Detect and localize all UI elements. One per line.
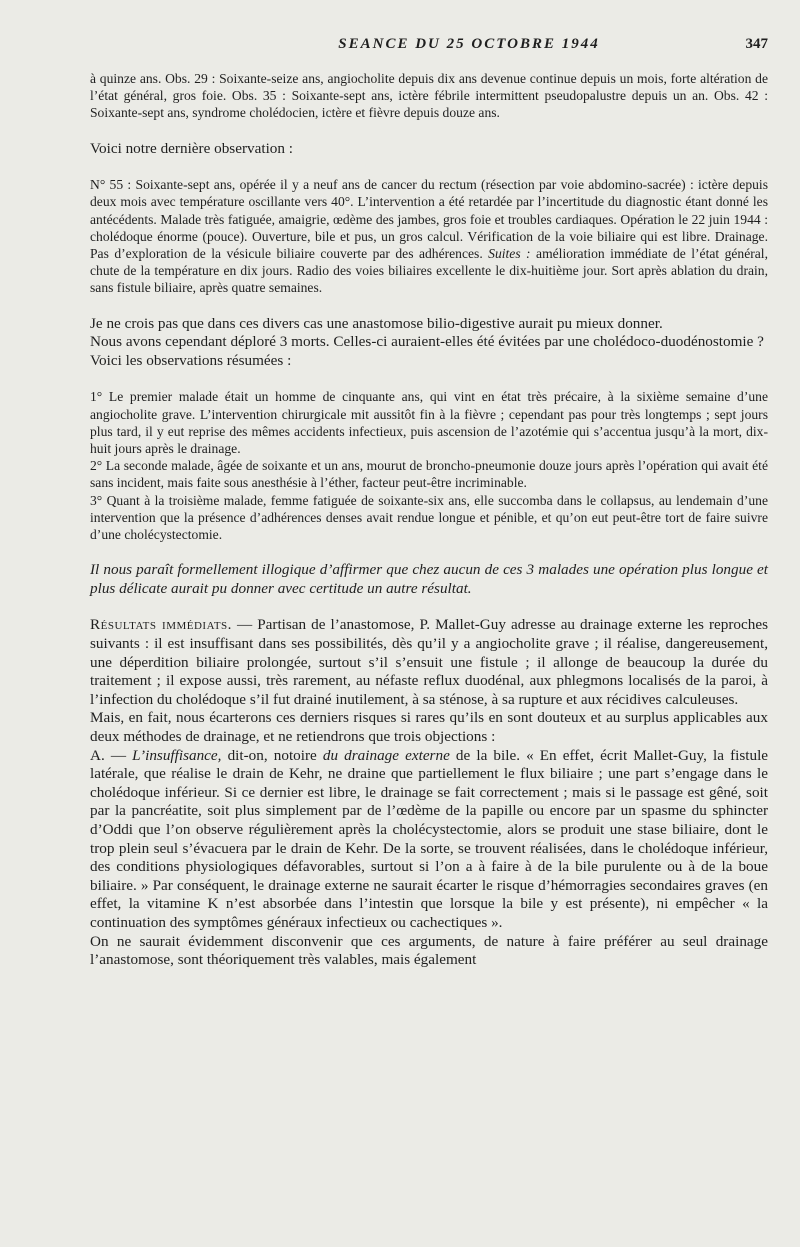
paragraph-conclusion-italic: Il nous paraît formellement illogique d’affirmer que chez aucun de ces 3 malades une opération plus longue et plus délicate aurait pu donner avec certitude un autre résultat. — [90, 561, 768, 597]
paragraph-objection-a — [90, 747, 768, 933]
page-header — [90, 36, 768, 60]
running-head: SEANCE DU 25 OCTOBRE 1944 — [338, 36, 600, 52]
objection-a-mid: dit-on, notoire — [227, 746, 317, 764]
objection-a-text: de la bile. « En effet, écrit Mallet-Guy, la fistule latérale, que réalise le drain de Kehr, ne draine que partiellement le flux biliaire ; une part s’engage dans le cholédoque inférieur. Si ce dernier est libre, le drainage se fait correctement ; mais si le passage est gêné, soit par la pancréatite, soit plus simplement par de l’œdème de la papille ou encore par un spasme du sphincter d’Oddi que l’on observe régulièrement après la cholécystectomie, alors se produit une stase biliaire, dont le trop plein seul s’évacuera par le drain de Kehr. De la sorte, se trouvent réalisées, dans le cholédoque inférieur, des conditions physiologiques défavorables, surtout si l’on a à faire à de la bile purulente ou à de la boue biliaire. » Par conséquent, le drainage externe ne saurait écarter le risque d’hémorragies secondaires graves (en effet, la vitamine K n’est absorbée dans l’intestin que lorsque la bile y est présente), ni empêcher « la continuation des symptômes généraux infectieux ou cachectiques ». — [90, 746, 769, 931]
obs55-text-b: amélioration immédiate de l’état général, chute de la température en dix jours. Radio des voies biliaires excellente le dix-huitième jour. Sort après ablation du drain, sans fistule biliaire, après quatre semaines. — [90, 246, 768, 296]
immediate-results-label: Résultats immédiats. — [90, 616, 232, 634]
paragraph-case-3: 3° Quant à la troisième malade, femme fatiguée de soixante-six ans, elle succomba dans le collapsus, au lendemain d’une intervention que la présence d’adhérences denses avait rendue longue et pénible, et qu’on eut peut-être tort de faire suivre d’une cholécystectomie. — [90, 492, 768, 543]
obs55-text-a: N° 55 : Soixante-sept ans, opérée il y a neuf ans de cancer du rectum (résection par voie abdomino-sacrée) : ictère depuis deux mois avec température oscillante vers 40°. L’intervention a été retardée par l’incertitude du diagnostic étant donné les antécédents. Malade très fatiguée, amaigrie, œdème des jambes, gros foie et troubles cardiaques. Opération le 22 juin 1944 : cholédoque énorme (pouce). Ouverture, bile et pus, un gros calcul. Vérification de la voie biliaire qui est libre. Drainage. Pas d’exploration de la vésicule biliaire couverte par des adhérences. — [90, 177, 768, 262]
paragraph-anastomosis-opinion: Je ne crois pas que dans ces divers cas une anastomose bilio-digestive aurait pu mieux donner. — [90, 314, 663, 332]
immediate-results-text: — Partisan de l’anastomose, P. Mallet-Guy adresse au drainage externe les reproches suivants : il est insuffisant dans ses possibilités, dès qu’il y a angiocholite grave ; il réalise, dangereusement, une déperdition biliaire prolongée, surtout s’il s’ensuit une fistule ; il allonge de beaucoup la durée du traitement ; il expose aussi, très rarement, au néfaste reflux duodénal, aux phlegmons localisés de la paroi, à l’infection du cholédoque s’il fut drainé inutilement, à sa sténose, à sa rupture et aux récidives calculeuses. — [90, 616, 769, 708]
page-number: 347 — [745, 36, 768, 52]
paragraph-last-observation-intro: Voici notre dernière observation : — [90, 139, 293, 157]
page-body — [90, 70, 768, 970]
suites-label: Suites : — [488, 246, 531, 262]
paragraph-case-1: 1° Le premier malade était un homme de cinquante ans, qui vint en état très précaire, à la sixième semaine d’une angiocholite grave. L’intervention chirurgicale mit aussitôt fin à la fièvre ; cependant pas pour très longtemps ; sept jours plus tard, il y eut reprise des mêmes accidents infectieux, puis ascension de l’azotémie qui s’accentua jusqu’à la mort, dix-huit jours après le drainage. — [90, 389, 768, 457]
paragraph-obs-summary: à quinze ans. Obs. 29 : Soixante-seize ans, angiocholite depuis dix ans devenue continue depuis un mois, forte altération de l’état général, gros foie. Obs. 35 : Soixante-sept ans, ictère fébrile intermittent pseudopalustre depuis un an. Obs. 42 : Soixante-sept ans, syndrome cholédocien, ictère et fièvre depuis douze ans. — [90, 71, 768, 121]
objection-a-prefix: A. — — [90, 746, 127, 764]
paragraph-three-deaths: Nous avons cependant déploré 3 morts. Celles-ci auraient-elles été évitées par une cholédoco-duodénostomie ? — [90, 333, 764, 351]
paragraph-summarized-intro: Voici les observations résumées : — [90, 351, 292, 369]
paragraph-final: On ne saurait évidemment disconvenir que ces arguments, de nature à faire préférer au seul drainage l’anastomose, sont théoriquement très valables, mais également — [90, 932, 768, 969]
objection-a-italic-2: du drainage externe — [322, 746, 450, 764]
paragraph-objections: Mais, en fait, nous écarterons ces derniers risques si rares qu’ils en sont douteux et au surplus applicables aux deux méthodes de drainage, et ne retiendrons que trois objections : — [90, 709, 768, 745]
paragraph-immediate-results — [90, 616, 768, 709]
objection-a-italic-1: L’insuffisance, — [132, 746, 222, 764]
paragraph-case-2: 2° La seconde malade, âgée de soixante et un ans, mourut de broncho-pneumonie douze jours après l’opération qui avait été sans incident, mais faite sous anesthésie à l’éther, facteur peut-être incriminable. — [90, 458, 768, 491]
paragraph-observation-55 — [90, 176, 768, 296]
